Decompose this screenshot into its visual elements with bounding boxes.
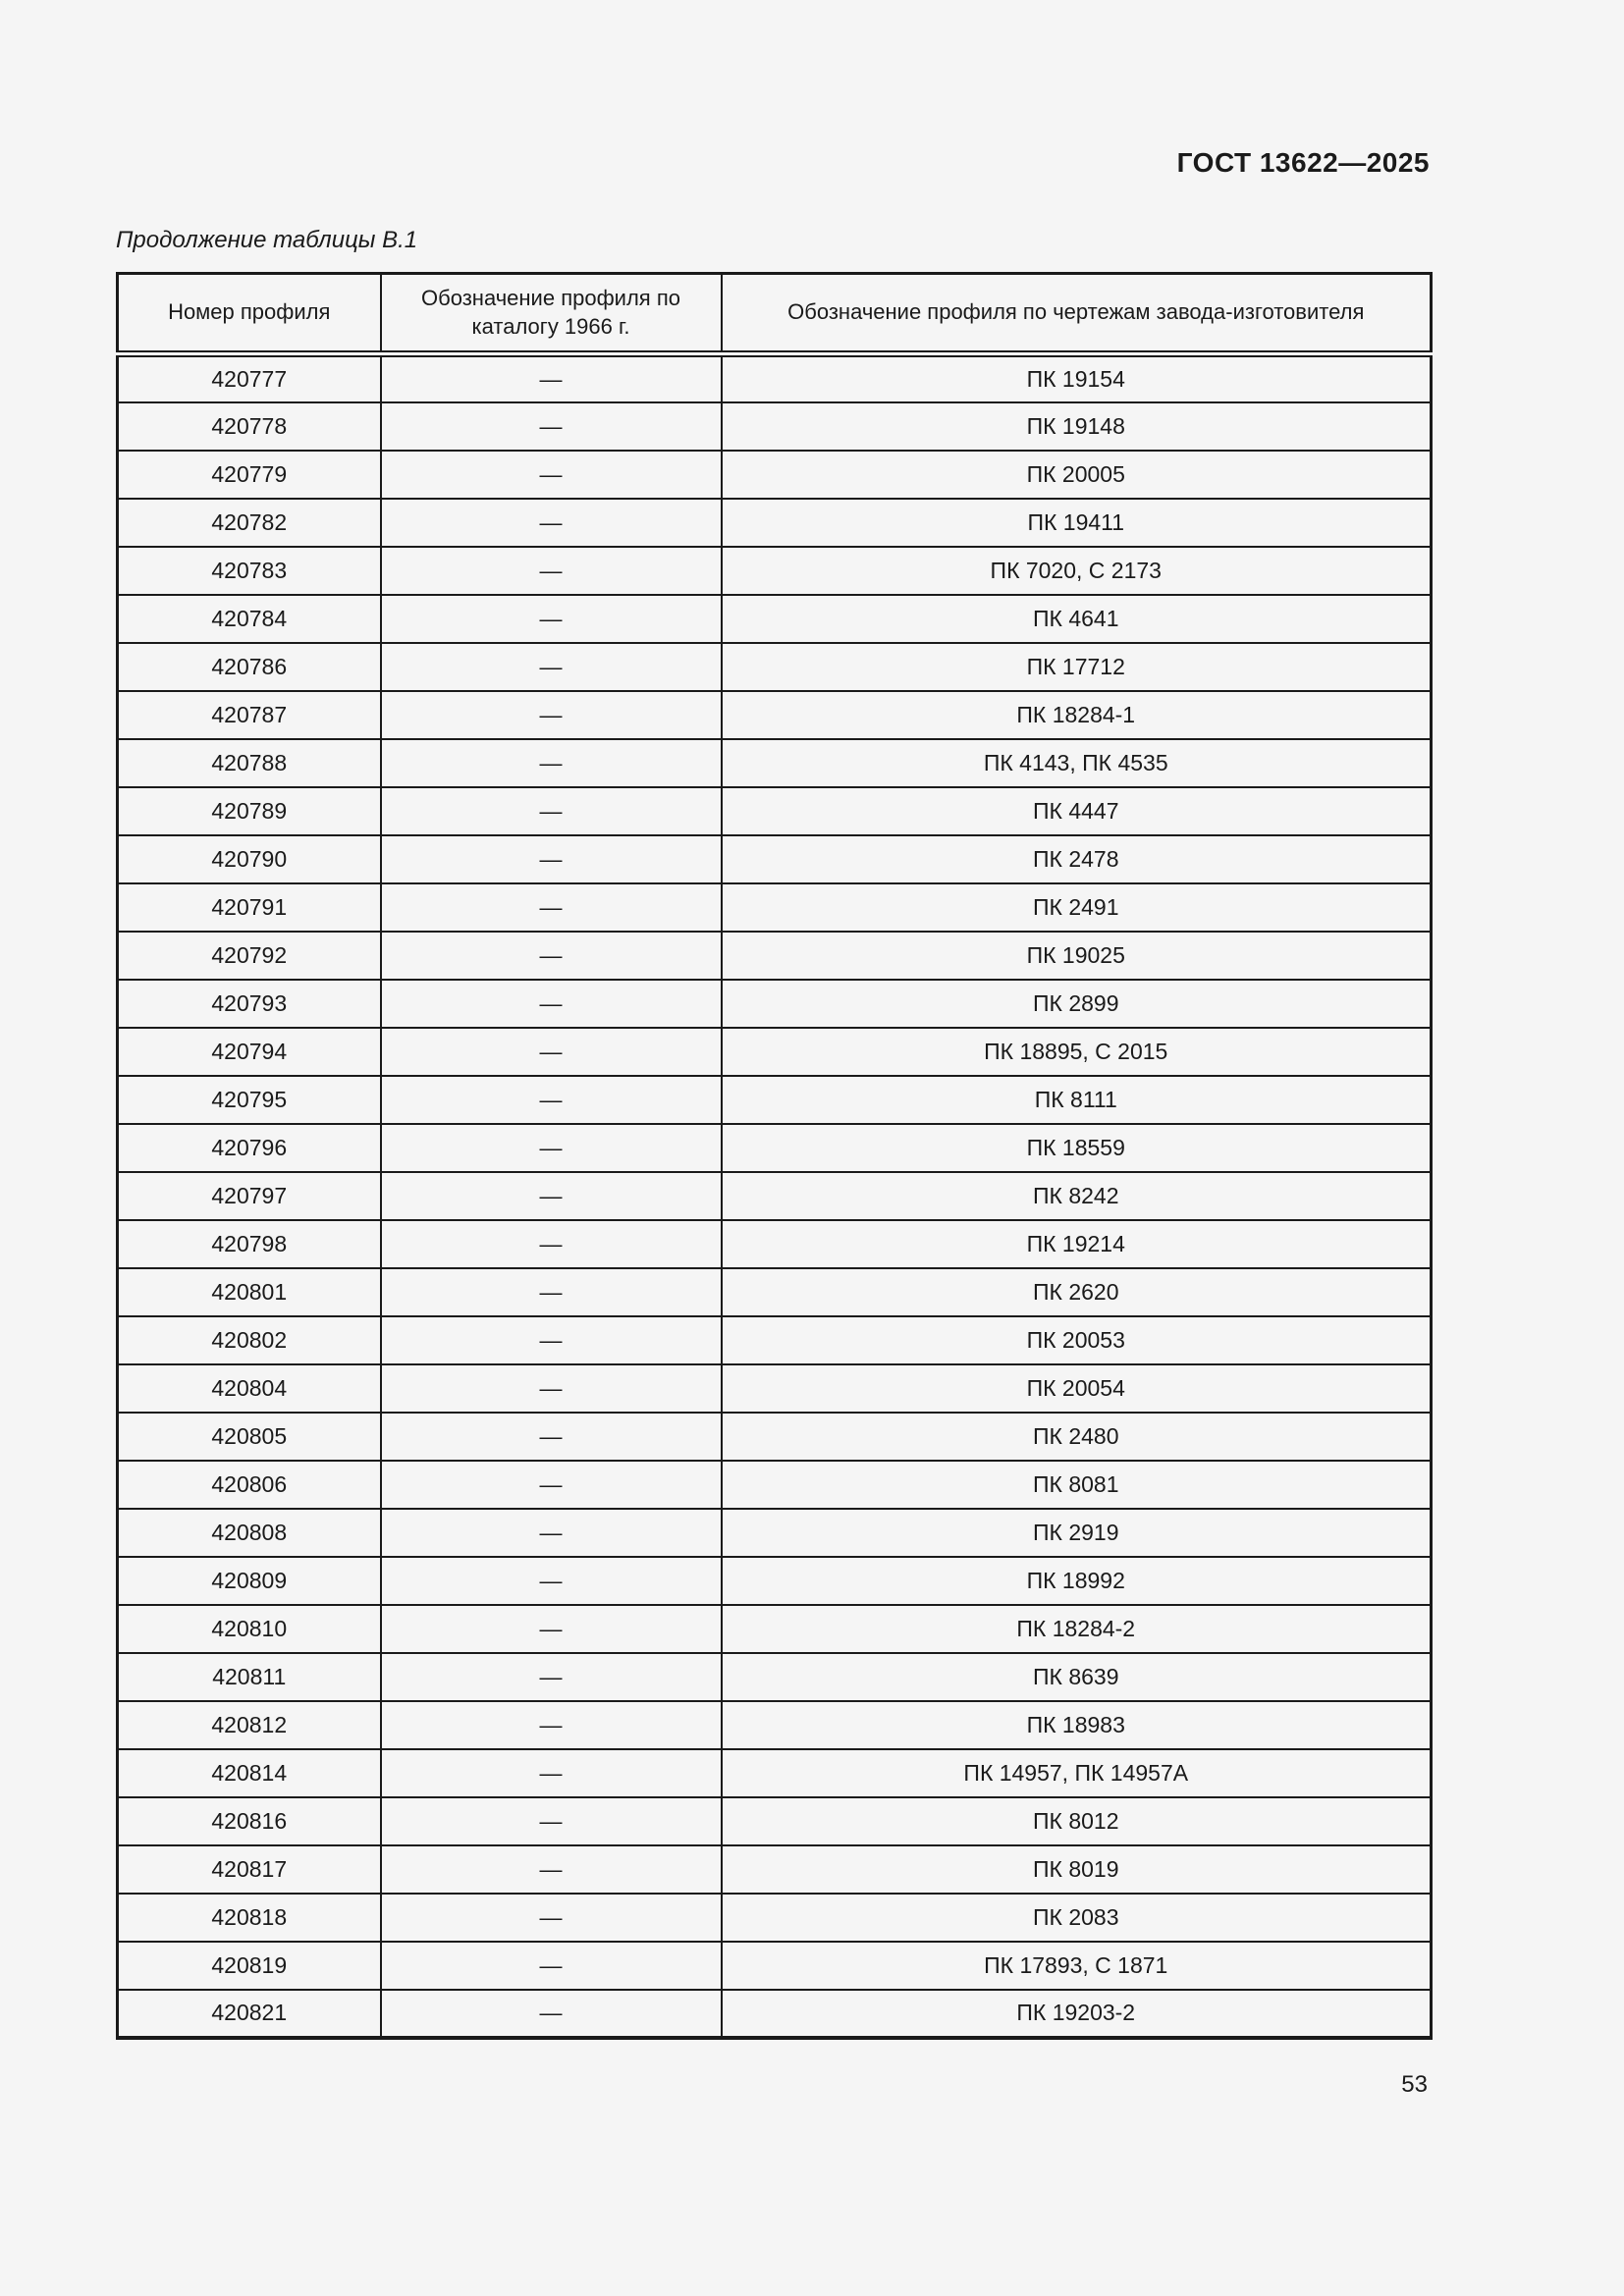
factory-designation-cell: ПК 8639	[722, 1653, 1432, 1701]
profile-number-cell: 420805	[118, 1413, 381, 1461]
table-row	[118, 451, 1432, 499]
profile-number-cell: 420821	[118, 1990, 381, 2038]
catalog-1966-cell: —	[381, 1797, 722, 1845]
table-row	[118, 1942, 1432, 1990]
catalog-1966-cell: —	[381, 1701, 722, 1749]
catalog-1966-cell: —	[381, 595, 722, 643]
catalog-1966-cell: —	[381, 1942, 722, 1990]
table-row	[118, 1894, 1432, 1942]
table-row	[118, 691, 1432, 739]
profile-number-cell: 420782	[118, 499, 381, 547]
factory-designation-cell: ПК 19203-2	[722, 1990, 1432, 2038]
factory-designation-cell: ПК 20054	[722, 1364, 1432, 1413]
table-row	[118, 1557, 1432, 1605]
catalog-1966-cell: —	[381, 1268, 722, 1316]
factory-designation-cell: ПК 8019	[722, 1845, 1432, 1894]
column-header-factory-designation: Обозначение профиля по чертежам завода-изготовителя	[722, 274, 1432, 354]
factory-designation-cell: ПК 4641	[722, 595, 1432, 643]
table-row	[118, 787, 1432, 835]
factory-designation-cell: ПК 8242	[722, 1172, 1432, 1220]
factory-designation-cell: ПК 17893, С 1871	[722, 1942, 1432, 1990]
catalog-1966-cell: —	[381, 1653, 722, 1701]
catalog-1966-cell: —	[381, 1028, 722, 1076]
table-row	[118, 980, 1432, 1028]
column-header-profile-number: Номер профиля	[118, 274, 381, 354]
table-row	[118, 1124, 1432, 1172]
profile-number-cell: 420812	[118, 1701, 381, 1749]
catalog-1966-cell: —	[381, 1413, 722, 1461]
factory-designation-cell: ПК 8081	[722, 1461, 1432, 1509]
catalog-1966-cell: —	[381, 402, 722, 451]
table-row	[118, 1605, 1432, 1653]
catalog-1966-cell: —	[381, 1894, 722, 1942]
factory-designation-cell: ПК 7020, С 2173	[722, 547, 1432, 595]
table-row	[118, 1749, 1432, 1797]
table-row	[118, 932, 1432, 980]
table-row	[118, 402, 1432, 451]
table-row	[118, 883, 1432, 932]
factory-designation-cell: ПК 19154	[722, 354, 1432, 402]
profile-number-cell: 420819	[118, 1942, 381, 1990]
table-row	[118, 1461, 1432, 1509]
catalog-1966-cell: —	[381, 354, 722, 402]
table-header-row	[118, 274, 1432, 354]
profile-number-cell: 420778	[118, 402, 381, 451]
factory-designation-cell: ПК 4447	[722, 787, 1432, 835]
profile-number-cell: 420777	[118, 354, 381, 402]
profile-number-cell: 420790	[118, 835, 381, 883]
table-row	[118, 1797, 1432, 1845]
table-row	[118, 835, 1432, 883]
catalog-1966-cell: —	[381, 499, 722, 547]
profile-number-cell: 420779	[118, 451, 381, 499]
profile-number-cell: 420788	[118, 739, 381, 787]
table-row	[118, 1413, 1432, 1461]
table-row	[118, 547, 1432, 595]
catalog-1966-cell: —	[381, 1364, 722, 1413]
factory-designation-cell: ПК 2899	[722, 980, 1432, 1028]
factory-designation-cell: ПК 2083	[722, 1894, 1432, 1942]
catalog-1966-cell: —	[381, 1172, 722, 1220]
catalog-1966-cell: —	[381, 1316, 722, 1364]
factory-designation-cell: ПК 20053	[722, 1316, 1432, 1364]
profile-number-cell: 420809	[118, 1557, 381, 1605]
catalog-1966-cell: —	[381, 932, 722, 980]
catalog-1966-cell: —	[381, 1509, 722, 1557]
factory-designation-cell: ПК 19148	[722, 402, 1432, 451]
factory-designation-cell: ПК 19214	[722, 1220, 1432, 1268]
profile-number-cell: 420784	[118, 595, 381, 643]
table-row	[118, 1172, 1432, 1220]
catalog-1966-cell: —	[381, 643, 722, 691]
factory-designation-cell: ПК 2620	[722, 1268, 1432, 1316]
profile-number-cell: 420818	[118, 1894, 381, 1942]
table-row	[118, 1316, 1432, 1364]
table-row	[118, 499, 1432, 547]
catalog-1966-cell: —	[381, 691, 722, 739]
table-row	[118, 1220, 1432, 1268]
factory-designation-cell: ПК 20005	[722, 451, 1432, 499]
catalog-1966-cell: —	[381, 1076, 722, 1124]
factory-designation-cell: ПК 4143, ПК 4535	[722, 739, 1432, 787]
profile-number-cell: 420793	[118, 980, 381, 1028]
factory-designation-cell: ПК 18559	[722, 1124, 1432, 1172]
profile-number-cell: 420804	[118, 1364, 381, 1413]
catalog-1966-cell: —	[381, 1990, 722, 2038]
table-row	[118, 1076, 1432, 1124]
catalog-1966-cell: —	[381, 980, 722, 1028]
table-row	[118, 595, 1432, 643]
document-title: ГОСТ 13622—2025	[1176, 147, 1430, 178]
profile-number-cell: 420801	[118, 1268, 381, 1316]
factory-designation-cell: ПК 2480	[722, 1413, 1432, 1461]
catalog-1966-cell: —	[381, 883, 722, 932]
catalog-1966-cell: —	[381, 451, 722, 499]
table-row	[118, 1701, 1432, 1749]
profile-number-cell: 420791	[118, 883, 381, 932]
table-row	[118, 1845, 1432, 1894]
profile-number-cell: 420798	[118, 1220, 381, 1268]
factory-designation-cell: ПК 18992	[722, 1557, 1432, 1605]
factory-designation-cell: ПК 18895, С 2015	[722, 1028, 1432, 1076]
profile-number-cell: 420789	[118, 787, 381, 835]
catalog-1966-cell: —	[381, 1557, 722, 1605]
table-caption: Продолжение таблицы В.1	[116, 227, 418, 253]
factory-designation-cell: ПК 18284-2	[722, 1605, 1432, 1653]
factory-designation-cell: ПК 17712	[722, 643, 1432, 691]
table-row	[118, 739, 1432, 787]
table-body	[118, 354, 1432, 2038]
catalog-1966-cell: —	[381, 835, 722, 883]
table-row	[118, 643, 1432, 691]
column-header-catalog-1966: Обозначение профиля по каталогу 1966 г.	[381, 274, 722, 354]
catalog-1966-cell: —	[381, 1845, 722, 1894]
factory-designation-cell: ПК 18284-1	[722, 691, 1432, 739]
catalog-1966-cell: —	[381, 1124, 722, 1172]
profile-number-cell: 420792	[118, 932, 381, 980]
catalog-1966-cell: —	[381, 1220, 722, 1268]
table-header	[118, 274, 1432, 354]
catalog-1966-cell: —	[381, 547, 722, 595]
factory-designation-cell: ПК 19025	[722, 932, 1432, 980]
table-row	[118, 1028, 1432, 1076]
table-row	[118, 354, 1432, 402]
profile-number-cell: 420810	[118, 1605, 381, 1653]
page-number: 53	[1401, 2071, 1428, 2098]
profile-number-cell: 420806	[118, 1461, 381, 1509]
profile-number-cell: 420794	[118, 1028, 381, 1076]
catalog-1966-cell: —	[381, 787, 722, 835]
catalog-1966-cell: —	[381, 739, 722, 787]
factory-designation-cell: ПК 8111	[722, 1076, 1432, 1124]
profile-number-cell: 420786	[118, 643, 381, 691]
profile-number-cell: 420795	[118, 1076, 381, 1124]
profile-number-cell: 420796	[118, 1124, 381, 1172]
profiles-table	[116, 272, 1433, 2040]
catalog-1966-cell: —	[381, 1605, 722, 1653]
table-row	[118, 1364, 1432, 1413]
table-row	[118, 1653, 1432, 1701]
factory-designation-cell: ПК 2478	[722, 835, 1432, 883]
profile-number-cell: 420787	[118, 691, 381, 739]
factory-designation-cell: ПК 2491	[722, 883, 1432, 932]
table-row	[118, 1990, 1432, 2038]
profile-number-cell: 420814	[118, 1749, 381, 1797]
profile-number-cell: 420808	[118, 1509, 381, 1557]
factory-designation-cell: ПК 14957, ПК 14957А	[722, 1749, 1432, 1797]
profile-number-cell: 420783	[118, 547, 381, 595]
profile-number-cell: 420797	[118, 1172, 381, 1220]
factory-designation-cell: ПК 2919	[722, 1509, 1432, 1557]
profile-number-cell: 420802	[118, 1316, 381, 1364]
profile-number-cell: 420817	[118, 1845, 381, 1894]
factory-designation-cell: ПК 18983	[722, 1701, 1432, 1749]
catalog-1966-cell: —	[381, 1749, 722, 1797]
factory-designation-cell: ПК 19411	[722, 499, 1432, 547]
table-row	[118, 1268, 1432, 1316]
profile-number-cell: 420811	[118, 1653, 381, 1701]
table-row	[118, 1509, 1432, 1557]
factory-designation-cell: ПК 8012	[722, 1797, 1432, 1845]
profile-number-cell: 420816	[118, 1797, 381, 1845]
catalog-1966-cell: —	[381, 1461, 722, 1509]
